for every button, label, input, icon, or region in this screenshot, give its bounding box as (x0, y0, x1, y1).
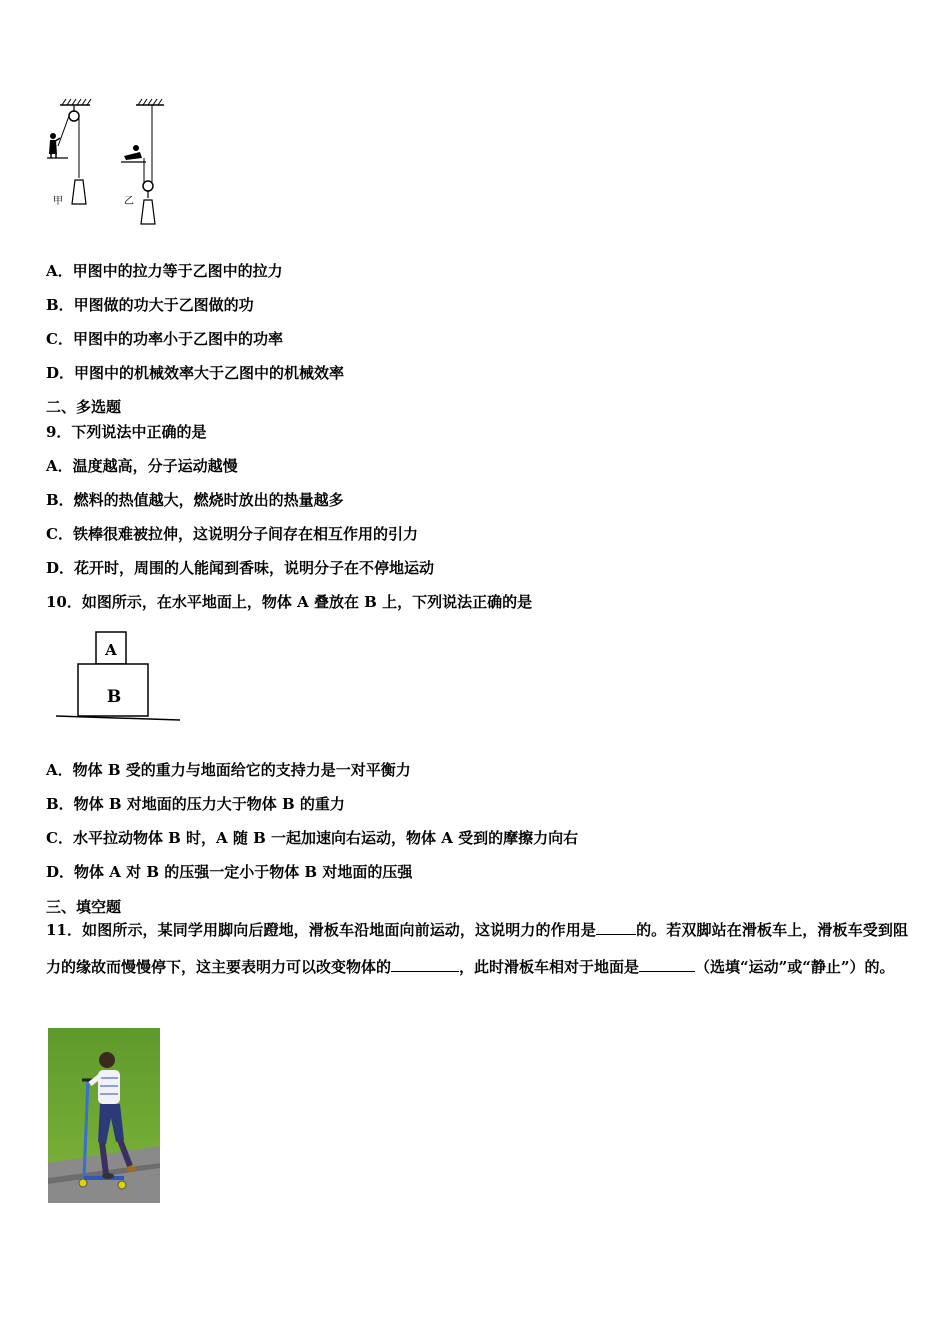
q11-part3: ，此时滑板车相对于地面是 (459, 958, 640, 976)
label-jia: 甲 (53, 196, 63, 207)
q10-stem: 10．如图所示，在水平地面上，物体 A 叠放在 B 上，下列说法正确的是 (46, 593, 533, 611)
pulley-figure (44, 96, 174, 230)
q9-option-c: C．铁棒很难被拉伸，这说明分子间存在相互作用的引力 (46, 525, 418, 543)
q8-option-c: C．甲图中的功率小于乙图中的功率 (46, 330, 283, 348)
q8-option-b: B．甲图做的功大于乙图做的功 (46, 296, 254, 314)
q11-part2: 的。若双脚站在滑板车上，滑板车受到阻力的缘故而慢慢停下，这主要表明力可以改变物体的 (46, 921, 908, 976)
q10-option-c: C．水平拉动物体 B 时，A 随 B 一起加速向右运动，物体 A 受到的摩擦力向右 (46, 829, 579, 847)
answer-blank-3[interactable] (639, 956, 695, 972)
q8-option-d: D．甲图中的机械效率大于乙图中的机械效率 (46, 364, 345, 382)
block-b-label: B (106, 687, 122, 707)
q11-part1: 11．如图所示，某同学用脚向后蹬地，滑板车沿地面向前运动，这说明力的作用是 (46, 921, 596, 939)
label-yi: 乙 (124, 196, 134, 207)
q10-option-d: D．物体 A 对 B 的压强一定小于物体 B 对地面的压强 (46, 863, 413, 881)
q10-option-a: A．物体 B 受的重力与地面给它的支持力是一对平衡力 (46, 761, 411, 779)
scooter-photo (48, 1028, 160, 1203)
section-title-multiple-choice: 二、多选题 (46, 398, 122, 416)
q9-stem: 9．下列说法中正确的是 (46, 423, 207, 441)
stacked-blocks-figure (54, 630, 182, 724)
block-a-label: A (105, 641, 117, 659)
q8-option-a: A．甲图中的拉力等于乙图中的拉力 (46, 262, 283, 280)
q11-part4: （选填“运动”或“静止”）的。 (695, 958, 895, 976)
answer-blank-2[interactable] (391, 956, 459, 972)
q10-option-b: B．物体 B 对地面的压力大于物体 B 的重力 (46, 795, 345, 813)
q11-paragraph (46, 912, 908, 986)
q9-option-b: B．燃料的热值越大，燃烧时放出的热量越多 (46, 491, 344, 509)
answer-blank-1[interactable] (596, 919, 636, 935)
q9-option-a: A．温度越高，分子运动越慢 (46, 457, 238, 475)
q9-option-d: D．花开时，周围的人能闻到香味，说明分子在不停地运动 (46, 559, 435, 577)
section-title-fill-in: 三、填空题 (46, 898, 122, 916)
